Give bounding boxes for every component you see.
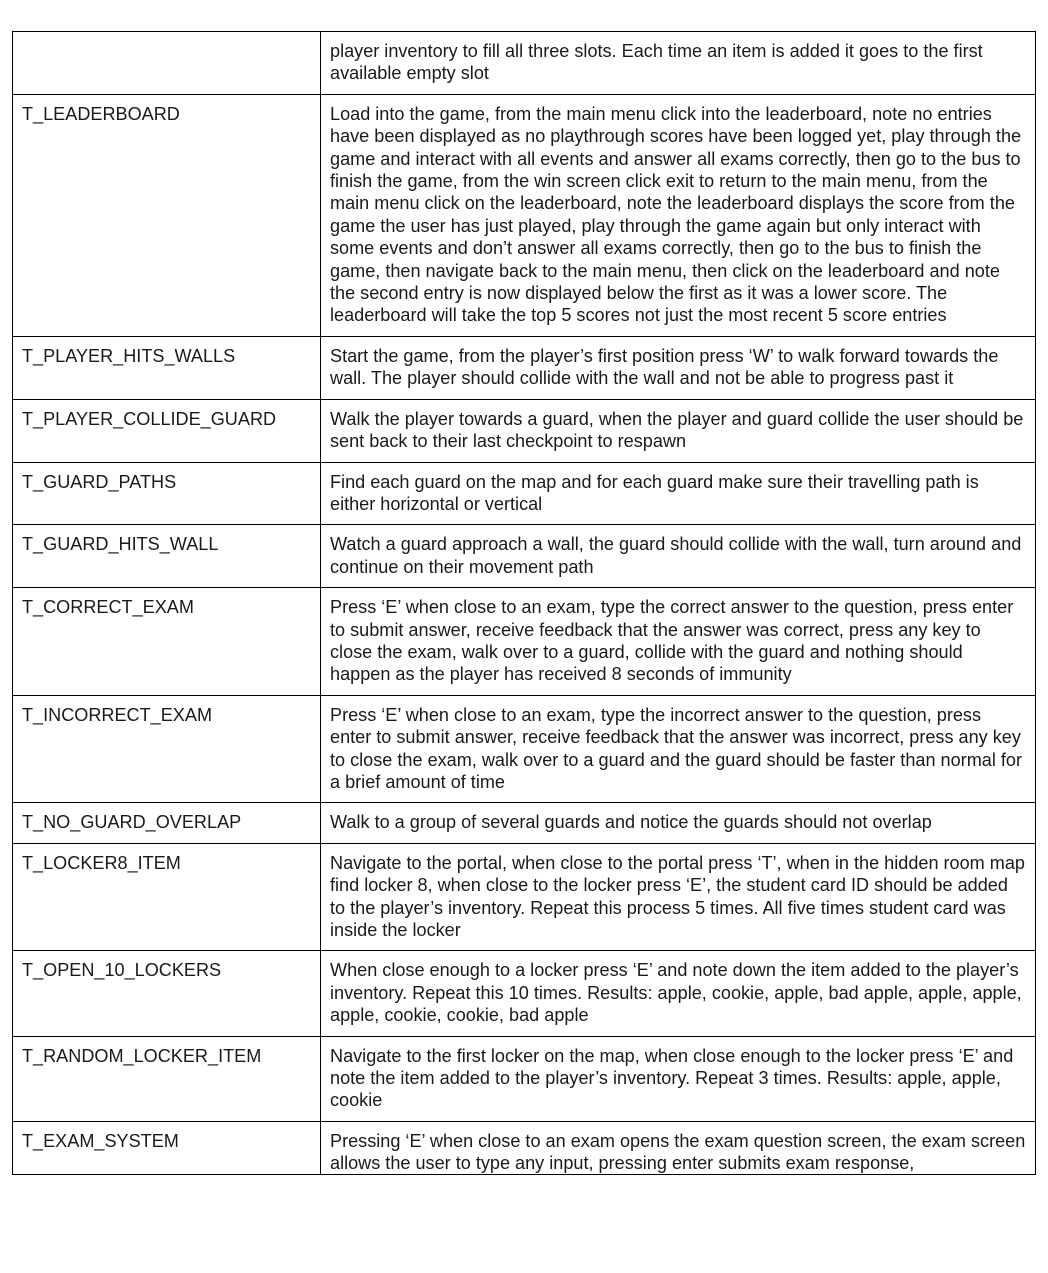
test-description-cell: Load into the game, from the main menu click into the leaderboard, note no entries have been displayed as no playthrough scores have been logged yet, play through the game and interact with all events and answer all exams correctly, then go to the bus to finish the game, from the win screen click exit to return to the main menu, from the main menu click on the leaderboard, note the leaderboard displays the score from the game the user has just played, play through the game again but only interact with some events and don’t answer all exams correctly, then go to the bus to finish the game, then navigate back to the main menu, then click on the leaderboard and note the second entry is now displayed below the first as it was a lower score. The leaderboard will take the top 5 scores not just the most recent 5 score entries [321,94,1036,336]
table-row [13,588,1036,696]
test-id-cell [13,32,321,95]
test-id-cell: T_RANDOM_LOCKER_ITEM [13,1036,321,1121]
test-id-cell: T_NO_GUARD_OVERLAP [13,803,321,843]
table-row [13,32,1036,95]
table-row [13,951,1036,1036]
table-row [13,336,1036,399]
test-id-cell: T_GUARD_PATHS [13,462,321,525]
test-description-cell: Watch a guard approach a wall, the guard should collide with the wall, turn around and continue on their movement path [321,525,1036,588]
test-description-cell: Press ‘E’ when close to an exam, type the correct answer to the question, press enter to submit answer, receive feedback that the answer was correct, press any key to close the exam, walk over to a guard, collide with the guard and nothing should happen as the player has received 8 seconds of immunity [321,588,1036,696]
table-row [13,1121,1036,1174]
table-row [13,399,1036,462]
table-row [13,94,1036,336]
test-case-table [12,31,1036,1175]
test-id-cell: T_EXAM_SYSTEM [13,1121,321,1174]
table-row [13,525,1036,588]
table-row [13,843,1036,951]
test-id-cell: T_OPEN_10_LOCKERS [13,951,321,1036]
test-description-cell: Navigate to the portal, when close to the portal press ‘T’, when in the hidden room map find locker 8, when close to the locker press ‘E’, the student card ID should be added to the player’s inventory. Repeat this process 5 times. All five times student card was inside the locker [321,843,1036,951]
test-id-cell: T_LOCKER8_ITEM [13,843,321,951]
test-description-cell: Walk to a group of several guards and notice the guards should not overlap [321,803,1036,843]
test-description-cell [321,1121,1036,1174]
test-id-cell: T_PLAYER_COLLIDE_GUARD [13,399,321,462]
test-description-cell: Start the game, from the player’s first position press ‘W’ to walk forward towards the wall. The player should collide with the wall and not be able to progress past it [321,336,1036,399]
table-row [13,1036,1036,1121]
table-row [13,695,1036,803]
test-id-cell: T_PLAYER_HITS_WALLS [13,336,321,399]
test-description-text: Pressing ‘E’ when close to an exam opens the exam question screen, the exam screen allows the user to type any input, pressing enter submits exam response, [330,1130,1026,1174]
test-description-cell: When close enough to a locker press ‘E’ and note down the item added to the player’s inventory. Repeat this 10 times. Results: apple, cookie, apple, bad apple, apple, apple, apple, cookie, cookie, bad apple [321,951,1036,1036]
test-id-cell: T_GUARD_HITS_WALL [13,525,321,588]
test-description-cell: Press ‘E’ when close to an exam, type the incorrect answer to the question, press enter to submit answer, receive feedback that the answer was incorrect, press any key to close the exam, walk over to a guard and the guard should be faster than normal for a brief amount of time [321,695,1036,803]
table-row [13,462,1036,525]
test-description-cell: Find each guard on the map and for each guard make sure their travelling path is either horizontal or vertical [321,462,1036,525]
test-description-cell: Navigate to the first locker on the map, when close enough to the locker press ‘E’ and note the item added to the player’s inventory. Repeat 3 times. Results: apple, apple, cookie [321,1036,1036,1121]
test-id-cell: T_LEADERBOARD [13,94,321,336]
test-description-cell: player inventory to fill all three slots. Each time an item is added it goes to the first available empty slot [321,32,1036,95]
test-id-cell: T_CORRECT_EXAM [13,588,321,696]
test-id-cell: T_INCORRECT_EXAM [13,695,321,803]
test-description-cell: Walk the player towards a guard, when the player and guard collide the user should be sent back to their last checkpoint to respawn [321,399,1036,462]
table-row [13,803,1036,843]
